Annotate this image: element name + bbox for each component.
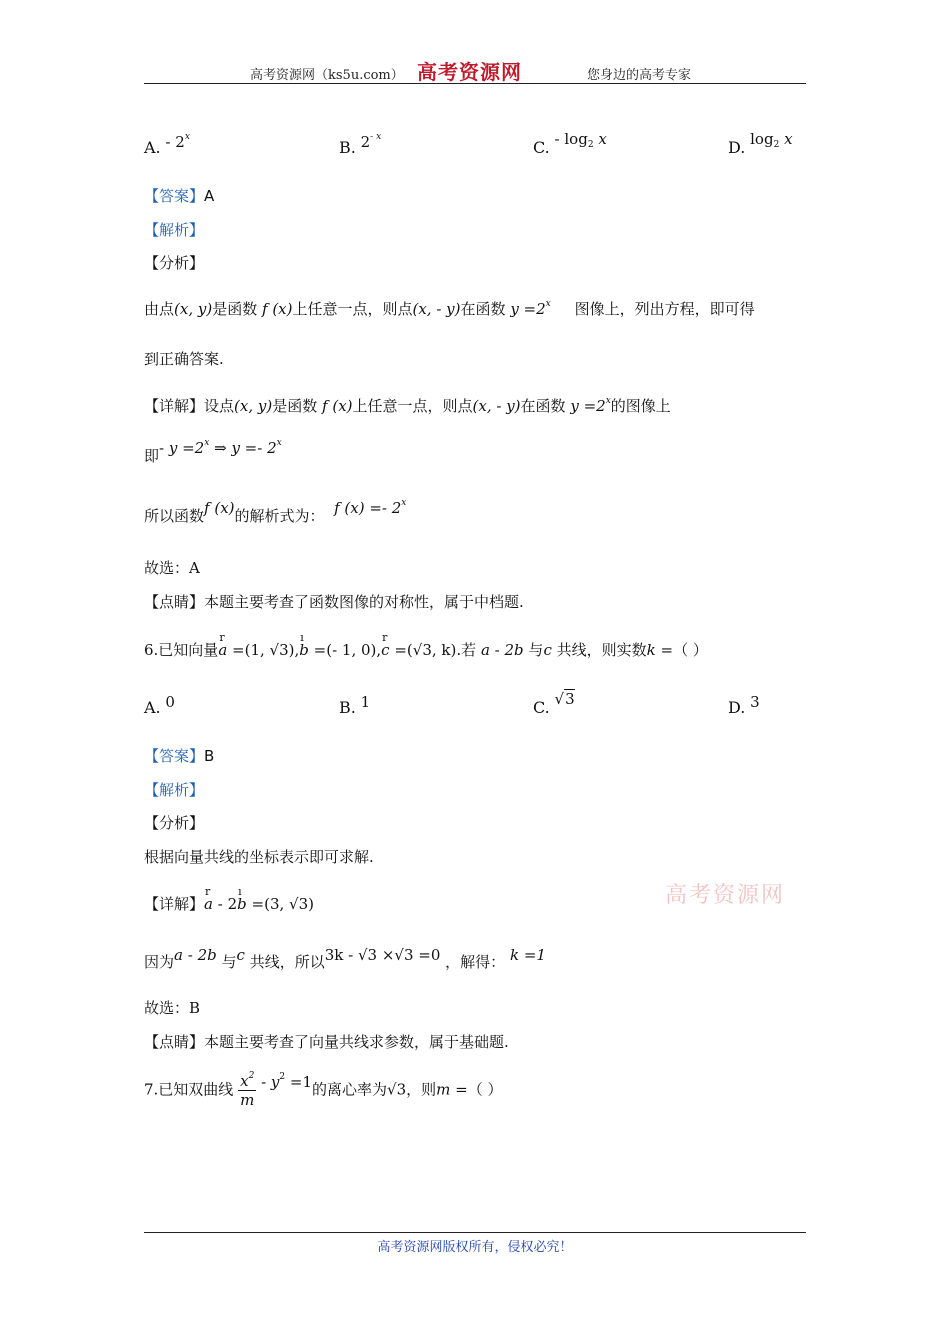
q6-fenxi-tag: 【分析】 <box>144 814 205 832</box>
header-logo: 高考资源网 <box>417 60 522 84</box>
q6-jiexi-tag: 【解析】 <box>144 781 205 799</box>
footer-copyright: 高考资源网版权所有，侵权必究！ <box>377 1240 573 1255</box>
header-left-text: 高考资源网（ks5u.com） <box>250 68 404 83</box>
q6-dianjing: 【点睛】本题主要考查了向量共线求参数，属于基础题. <box>144 1033 509 1051</box>
footer-divider <box>144 1232 806 1233</box>
q6-stem: 6.已知向量 r a =(1, √3), ı b =(- 1, 0), r c =(√3, k).若 a - 2b 与c 共线，则实数k =（ ） <box>144 631 708 659</box>
q5-dianjing: 【点睛】本题主要考查了函数图像的对称性，属于中档题. <box>144 593 524 611</box>
q6-choose: 故选：B <box>144 999 201 1017</box>
q5-answer: 【答案】A <box>144 187 215 205</box>
q5-option-d: D. $\log_2 x$ <box>728 130 793 157</box>
q5-fenxi-line2: 到正确答案. <box>144 350 224 368</box>
q5-jiexi-tag: 【解析】 <box>144 221 205 239</box>
q6-option-a: A. 0 <box>144 693 175 717</box>
q5-option-c: C. - $\log_2 x$ <box>533 130 607 157</box>
q5-fenxi-tag: 【分析】 <box>144 254 205 272</box>
q5-option-b: B. $2^{- x}$ <box>339 132 382 157</box>
q6-option-c: C. √3 <box>533 690 575 717</box>
q7-stem: 7.已知双曲线 $\frac{x^2}{m}$ - $y^2 =1$的离心率为√3，则m =（ ） <box>144 1071 503 1109</box>
q5-detail-line1: 【详解】设点(x, y)是函数 f (x)上任意一点，则点(x, - y)在函数 $y =2^x$的图像上 <box>144 396 671 415</box>
watermark-text: 高考资源网 <box>665 883 786 908</box>
q6-option-d: D. 3 <box>728 693 760 717</box>
q6-option-b: B. 1 <box>339 693 371 717</box>
q5-detail-line3: 所以函数f (x)的解析式为： f (x) =- 2$^x$ <box>144 498 407 525</box>
q6-detail-line2: 因为a - 2b 与c 共线，所以3k - √3 ×√3 =0 ，解得： k =1 <box>144 946 546 971</box>
q5-choose: 故选：A <box>144 559 200 577</box>
q7-fraction: $\frac{x^2}{m}$ <box>240 1071 255 1109</box>
q6-detail-line1: 【详解】 r a - 2 ı b =(3, √3) <box>144 885 314 913</box>
q6-answer: 【答案】B <box>144 747 215 765</box>
q6-fenxi: 根据向量共线的坐标表示即可求解. <box>144 848 374 866</box>
q5-fenxi-line1: 由点(x, y)是函数 f (x)上任意一点，则点(x, - y)在函数 $y =2^x$ 图像上，列出方程，即可得 <box>144 299 755 318</box>
header-divider <box>144 83 806 84</box>
q5-detail-line2: 即- $y =2^x$ ⇒ y =- 2$^x$ <box>144 438 282 465</box>
q5-option-a: A. - 2$^x$ <box>144 132 190 157</box>
header-right-text: 您身边的高考专家 <box>587 68 692 83</box>
